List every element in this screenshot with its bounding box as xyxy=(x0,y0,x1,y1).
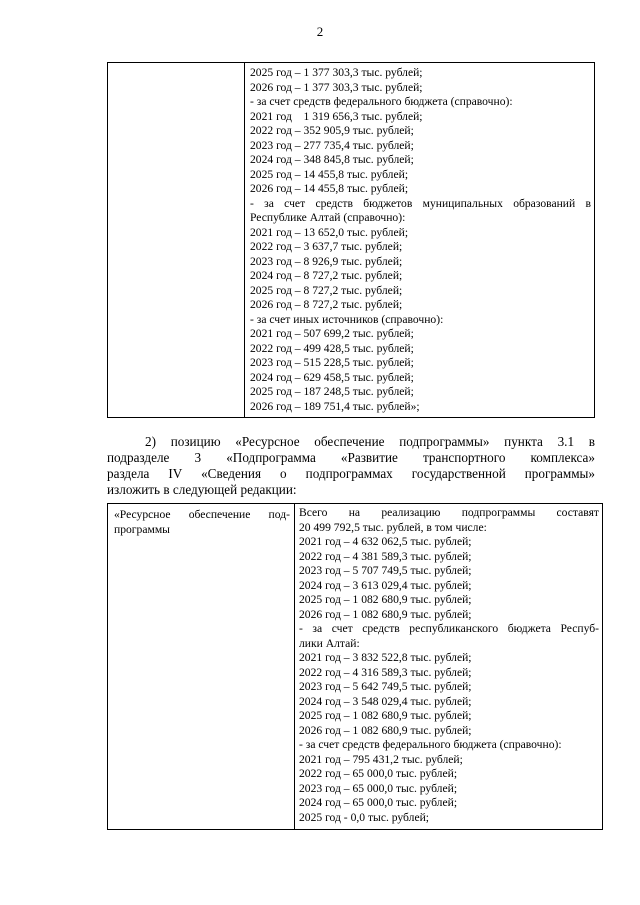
funding-table-continued xyxy=(107,62,595,418)
funding-line: 2021 год 1 319 656,3 тыс. рублей; xyxy=(250,109,423,123)
funding-line: 2025 год – 14 455,8 тыс. рублей; xyxy=(250,167,409,181)
funding-line: 2022 год – 499 428,5 тыс. рублей; xyxy=(250,341,414,355)
funding-line: 2023 год – 5 707 749,5 тыс. рублей; xyxy=(299,564,472,577)
funding-line: 2026 год – 1 082 680,9 тыс. рублей; xyxy=(299,723,472,737)
funding-line: 2021 год – 3 832 522,8 тыс. рублей; xyxy=(299,651,472,664)
paragraph-line: раздела IV «Сведения о подпрограммах государственной программы» xyxy=(107,465,595,481)
label-line: «Ресурсное обеспечение под- xyxy=(114,508,290,521)
funding-line: 2026 год – 8 727,2 тыс. рублей; xyxy=(250,298,403,311)
funding-line: 2023 год – 277 735,4 тыс. рублей; xyxy=(250,138,414,152)
table-cell-funding xyxy=(245,63,595,418)
paragraph-line: 2) позицию «Ресурсное обеспечение подпрограммы» пункта 3.1 в xyxy=(145,434,595,449)
funding-line: 2022 год – 65 000,0 тыс. рублей; xyxy=(299,767,458,780)
funding-line: 2023 год – 515 228,5 тыс. рублей; xyxy=(250,356,414,369)
table-cell-label xyxy=(108,504,295,830)
funding-line: 2024 год – 3 548 029,4 тыс. рублей; xyxy=(299,694,472,708)
table-cell-label-empty xyxy=(108,63,245,418)
funding-line: 2024 год – 3 613 029,4 тыс. рублей; xyxy=(299,578,472,592)
funding-line: 2022 год – 3 637,7 тыс. рублей; xyxy=(250,240,403,253)
funding-line: 20 499 792,5 тыс. рублей, в том числе: xyxy=(299,520,487,534)
funding-line: 2025 год – 8 727,2 тыс. рублей; xyxy=(250,283,403,297)
funding-line: 2025 год – 1 082 680,9 тыс. рублей; xyxy=(299,593,472,606)
funding-line: 2026 год – 1 377 303,3 тыс. рублей; xyxy=(250,80,423,94)
funding-line: 2022 год – 352 905,9 тыс. рублей; xyxy=(250,124,414,137)
funding-line: 2021 год – 795 431,2 тыс. рублей; xyxy=(299,752,463,766)
funding-line: 2021 год – 4 632 062,5 тыс. рублей; xyxy=(299,535,472,548)
funding-line: 2026 год – 189 751,4 тыс. рублей»; xyxy=(250,399,420,413)
funding-line: 2023 год – 8 926,9 тыс. рублей; xyxy=(250,254,403,268)
label-line: программы xyxy=(114,522,170,536)
funding-line: 2025 год – 1 082 680,9 тыс. рублей; xyxy=(299,709,472,722)
funding-line: 2023 год – 5 642 749,5 тыс. рублей; xyxy=(299,680,472,693)
funding-line: 2021 год – 507 699,2 тыс. рублей; xyxy=(250,327,414,340)
funding-line: лики Алтай: xyxy=(299,636,360,650)
funding-line: 2026 год – 1 082 680,9 тыс. рублей; xyxy=(299,607,472,621)
funding-line: 2022 год – 4 316 589,3 тыс. рублей; xyxy=(299,665,472,679)
table-cell-funding xyxy=(295,504,603,830)
funding-line: 2024 год – 348 845,8 тыс. рублей; xyxy=(250,153,414,166)
funding-line: - за счет иных источников (справочно): xyxy=(250,312,444,326)
funding-line: 2024 год – 8 727,2 тыс. рублей; xyxy=(250,269,403,282)
funding-line: 2022 год – 4 381 589,3 тыс. рублей; xyxy=(299,549,472,563)
funding-line: - за счет средств республиканского бюджета Респуб- xyxy=(299,622,599,635)
funding-line: - за счет средств федерального бюджета (справочно): xyxy=(299,738,562,751)
funding-line: Всего на реализацию подпрограммы составят xyxy=(299,506,599,519)
funding-line: 2021 год – 13 652,0 тыс. рублей; xyxy=(250,225,409,239)
funding-line: 2024 год – 65 000,0 тыс. рублей; xyxy=(299,796,458,809)
table-row xyxy=(108,63,595,418)
funding-line: 2023 год – 65 000,0 тыс. рублей; xyxy=(299,781,458,795)
resource-provision-table xyxy=(107,503,603,830)
table-row xyxy=(108,504,603,830)
funding-line: 2025 год – 187 248,5 тыс. рублей; xyxy=(250,385,414,398)
funding-line: 2025 год - 0,0 тыс. рублей; xyxy=(299,810,430,824)
funding-line: 2025 год – 1 377 303,3 тыс. рублей; xyxy=(250,66,423,79)
paragraph-line: подразделе 3 «Подпрограмма «Развитие транспортного комплекса» xyxy=(107,449,595,465)
page-number: 2 xyxy=(316,24,324,39)
amendment-paragraph xyxy=(107,434,595,498)
paragraph-line: изложить в следующей редакции: xyxy=(107,481,297,497)
funding-line: - за счет средств бюджетов муниципальных образований в xyxy=(250,196,591,210)
funding-line: 2024 год – 629 458,5 тыс. рублей; xyxy=(250,370,414,384)
funding-line: - за счет средств федерального бюджета (справочно): xyxy=(250,95,513,108)
funding-line: Республике Алтай (справочно): xyxy=(250,211,406,224)
funding-line: 2026 год – 14 455,8 тыс. рублей; xyxy=(250,182,409,195)
